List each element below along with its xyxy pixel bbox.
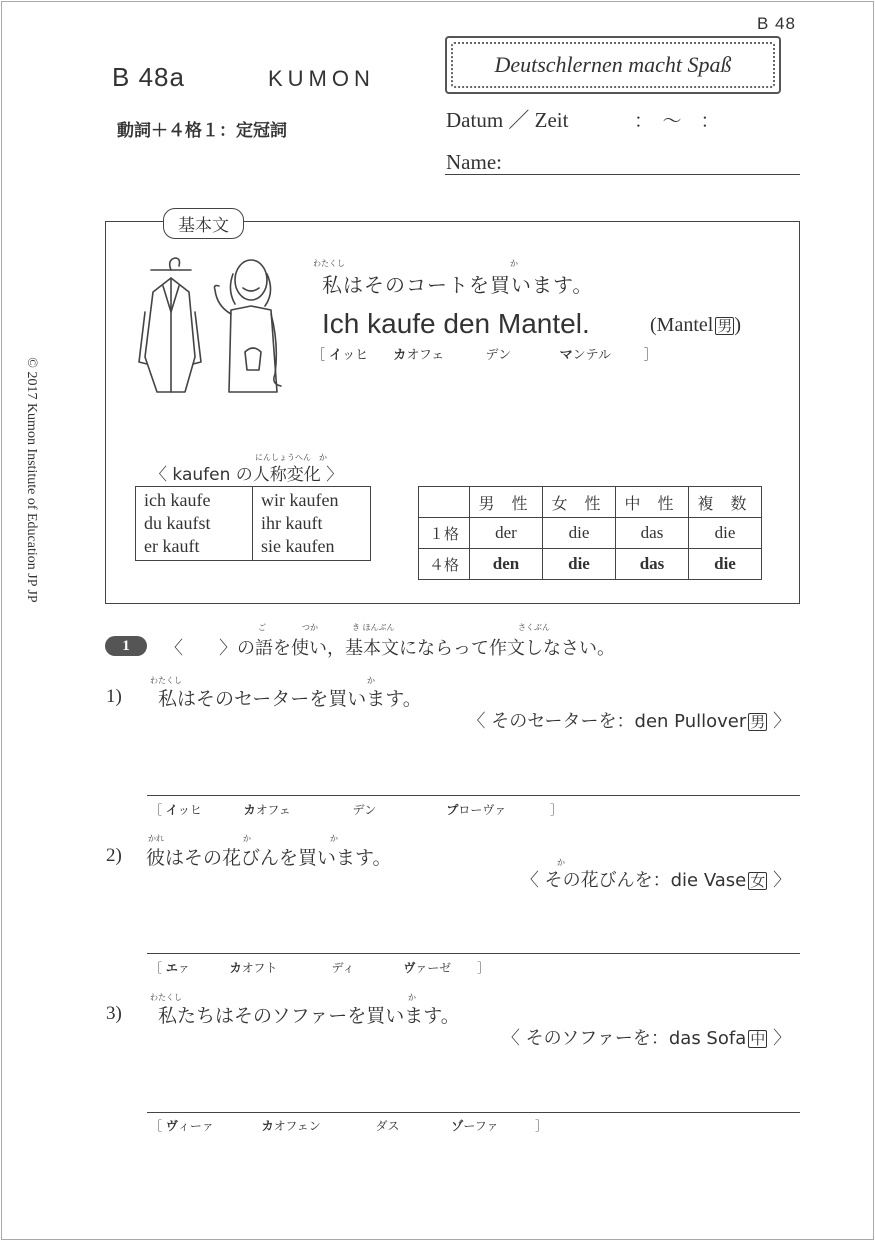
hint-close: 〉 <box>773 1028 791 1049</box>
exercise-ruby: か <box>408 993 416 1002</box>
column-header: 女 性 <box>543 487 616 518</box>
sheet-code: B 48a <box>112 62 185 92</box>
pron-syllable: デン <box>352 803 377 817</box>
exercise-hint <box>502 1024 791 1050</box>
exercise-number: 1) <box>106 686 122 707</box>
pron-close: ］ <box>550 803 563 817</box>
table-cell: die <box>543 549 616 580</box>
ruby-ka: か <box>510 259 518 268</box>
basic-vocab: (Mantel 男 ) <box>650 314 742 336</box>
pron-syllable: カ <box>393 348 407 363</box>
pron-syllable: エ <box>165 961 178 975</box>
pron-syllable: ゾ <box>451 1119 464 1133</box>
coat-icon <box>139 258 201 392</box>
pron-syllable: オフェ <box>406 348 445 363</box>
pron-syllable: ディ <box>331 961 355 975</box>
masculine-badge: 男 <box>750 713 766 731</box>
feminine-badge: 女 <box>750 872 766 890</box>
conjugation-cell-plural <box>253 487 371 561</box>
hint-close: 〉 <box>773 870 791 891</box>
pron-syllable: ァーゼ <box>415 961 452 975</box>
pron-syllable: ーファ <box>463 1119 499 1133</box>
woman-icon <box>215 260 282 392</box>
table-cell: die <box>689 549 762 580</box>
masculine-badge: 男 <box>717 317 733 335</box>
instruction-text: 〈 〉の語を使い，基本文にならって作文しなさい。 <box>165 638 615 659</box>
pron-syllable: ンテル <box>572 348 611 363</box>
conjugation-cell-singular <box>136 487 253 561</box>
basic-pronunciation <box>312 344 657 363</box>
conjugation-form: ihr kauft <box>261 513 323 533</box>
table-row <box>136 487 371 561</box>
answer-line-1 <box>147 795 800 796</box>
instruction-number: 1 <box>122 638 130 654</box>
worksheet-subtitle: 動詞＋４格１：定冠詞 <box>117 121 287 141</box>
table-cell: den <box>470 549 543 580</box>
answer-line-2 <box>147 953 800 954</box>
hint-text: 〈 その花びんを：die Vase <box>520 870 747 891</box>
pron-syllable: ローヴァ <box>458 803 507 817</box>
exercise-hint <box>468 707 791 733</box>
pron-syllable: オフェ <box>255 803 291 817</box>
table-row <box>419 549 762 580</box>
row-label: １格 <box>419 518 470 549</box>
exercise-sentence: 私たちはそのソファーを買います。 <box>158 1005 460 1027</box>
conjugation-title: 〈 kaufen の人称変化 〉 <box>150 465 344 485</box>
banner-text: Deutschlernen macht Spaß <box>494 52 732 77</box>
pron-open: ［ <box>150 803 163 817</box>
copyright-notice: © 2017 Kumon Institute of Education JP JP <box>24 357 39 603</box>
pron-syllable: カ <box>243 803 256 817</box>
table-cell: die <box>689 518 762 549</box>
table-cell: die <box>543 518 616 549</box>
conjugation-table <box>135 486 371 561</box>
exercise-ruby: わたくし <box>150 993 182 1002</box>
pron-syllable: デン <box>485 348 512 363</box>
pron-syllable: プ <box>446 803 459 817</box>
exercise-ruby: かれ <box>148 834 164 843</box>
pron-open: ［ <box>150 1119 163 1133</box>
hint-ruby: か <box>557 858 565 867</box>
pron-syllable: カ <box>261 1119 274 1133</box>
pron-syllable: ッヒ <box>342 348 369 363</box>
column-header: 中 性 <box>616 487 689 518</box>
time-separators: ： 〜 ： <box>634 110 720 132</box>
conjugation-form: sie kaufen <box>261 536 335 556</box>
basic-label-text: 基本文 <box>178 216 229 236</box>
pron-syllable: ァ <box>177 961 190 975</box>
conjugation-form: er kauft <box>144 536 200 556</box>
table-cell: das <box>616 549 689 580</box>
pron-syllable: イ <box>329 348 343 363</box>
exercise-sentence: 彼はその花びんを買います。 <box>146 847 392 869</box>
exercise-number: 3) <box>106 1003 122 1024</box>
basic-jp-sentence: 私はそのコートを買います。 <box>322 273 594 297</box>
pron-syllable: ッヒ <box>177 803 202 817</box>
conjugation-form: ich kaufe <box>144 490 211 510</box>
table-cell: der <box>470 518 543 549</box>
basic-de-sentence: Ich kaufe den Mantel. <box>322 308 590 339</box>
pron-syllable: ヴ <box>403 961 416 975</box>
ruby-tsuka: つか <box>302 623 318 632</box>
instruction-number-badge <box>105 636 147 656</box>
shopping-illustration <box>133 252 293 402</box>
ruby-watashi: わたくし <box>313 259 345 268</box>
table-corner <box>419 487 470 518</box>
column-header: 複 数 <box>689 487 762 518</box>
page-border <box>1 1 874 1240</box>
ruby-kihonbun: き ほんぶん <box>352 623 395 632</box>
pron-open: ［ <box>312 348 326 363</box>
pron-syllable: カ <box>229 961 242 975</box>
conjugation-form: du kaufst <box>144 513 211 533</box>
table-cell: das <box>616 518 689 549</box>
ruby-sakubun: さくぶん <box>518 623 550 632</box>
pron-syllable: ヴ <box>165 1119 178 1133</box>
kumon-logo: KUMON <box>268 66 375 91</box>
exercise-sentence: 私はそのセーターを買います。 <box>158 688 422 710</box>
table-row <box>419 487 762 518</box>
exercise-number: 2) <box>106 845 122 866</box>
table-row <box>419 518 762 549</box>
pron-syllable: ィーァ <box>177 1119 214 1133</box>
pron-close: ］ <box>535 1119 548 1133</box>
hint-close: 〉 <box>773 711 791 732</box>
neuter-badge: 中 <box>750 1030 766 1048</box>
pron-syllable: マ <box>559 348 573 363</box>
name-label: Name: <box>446 150 502 174</box>
basic-sentence-label <box>163 208 244 239</box>
pron-close: ］ <box>477 961 490 975</box>
page-code: B 48 <box>757 14 796 33</box>
column-header: 男 性 <box>470 487 543 518</box>
exercise-pronunciation <box>150 959 489 976</box>
exercise-hint <box>521 866 791 892</box>
title-banner <box>445 36 781 94</box>
exercise-ruby: か <box>243 834 251 843</box>
date-time-label: Datum ／ Zeit <box>446 108 569 132</box>
exercise-pronunciation <box>150 1117 547 1134</box>
answer-line-3 <box>147 1112 800 1113</box>
exercise-ruby: わたくし <box>150 676 182 685</box>
exercise-ruby: か <box>367 676 375 685</box>
basic-vocab-word: Mantel <box>656 314 714 336</box>
conjugation-form: wir kaufen <box>261 490 339 510</box>
pron-syllable: オフェン <box>273 1119 321 1133</box>
conjugation-title-ruby: にんしょうへん か <box>255 453 327 462</box>
hint-text: 〈 そのソファーを：das Sofa <box>501 1028 747 1049</box>
name-line <box>445 174 800 175</box>
pron-syllable: オフト <box>241 961 278 975</box>
pron-syllable: イ <box>165 803 178 817</box>
exercise-ruby: か <box>330 834 338 843</box>
pron-syllable: ダス <box>375 1119 400 1133</box>
exercise-pronunciation <box>150 801 562 818</box>
article-table <box>418 486 762 580</box>
pron-open: ［ <box>150 961 163 975</box>
ruby-go: ご <box>258 623 266 632</box>
hint-text: 〈 そのセーターを：den Pullover <box>467 711 747 732</box>
row-label: ４格 <box>419 549 470 580</box>
pron-close: ］ <box>643 348 657 363</box>
